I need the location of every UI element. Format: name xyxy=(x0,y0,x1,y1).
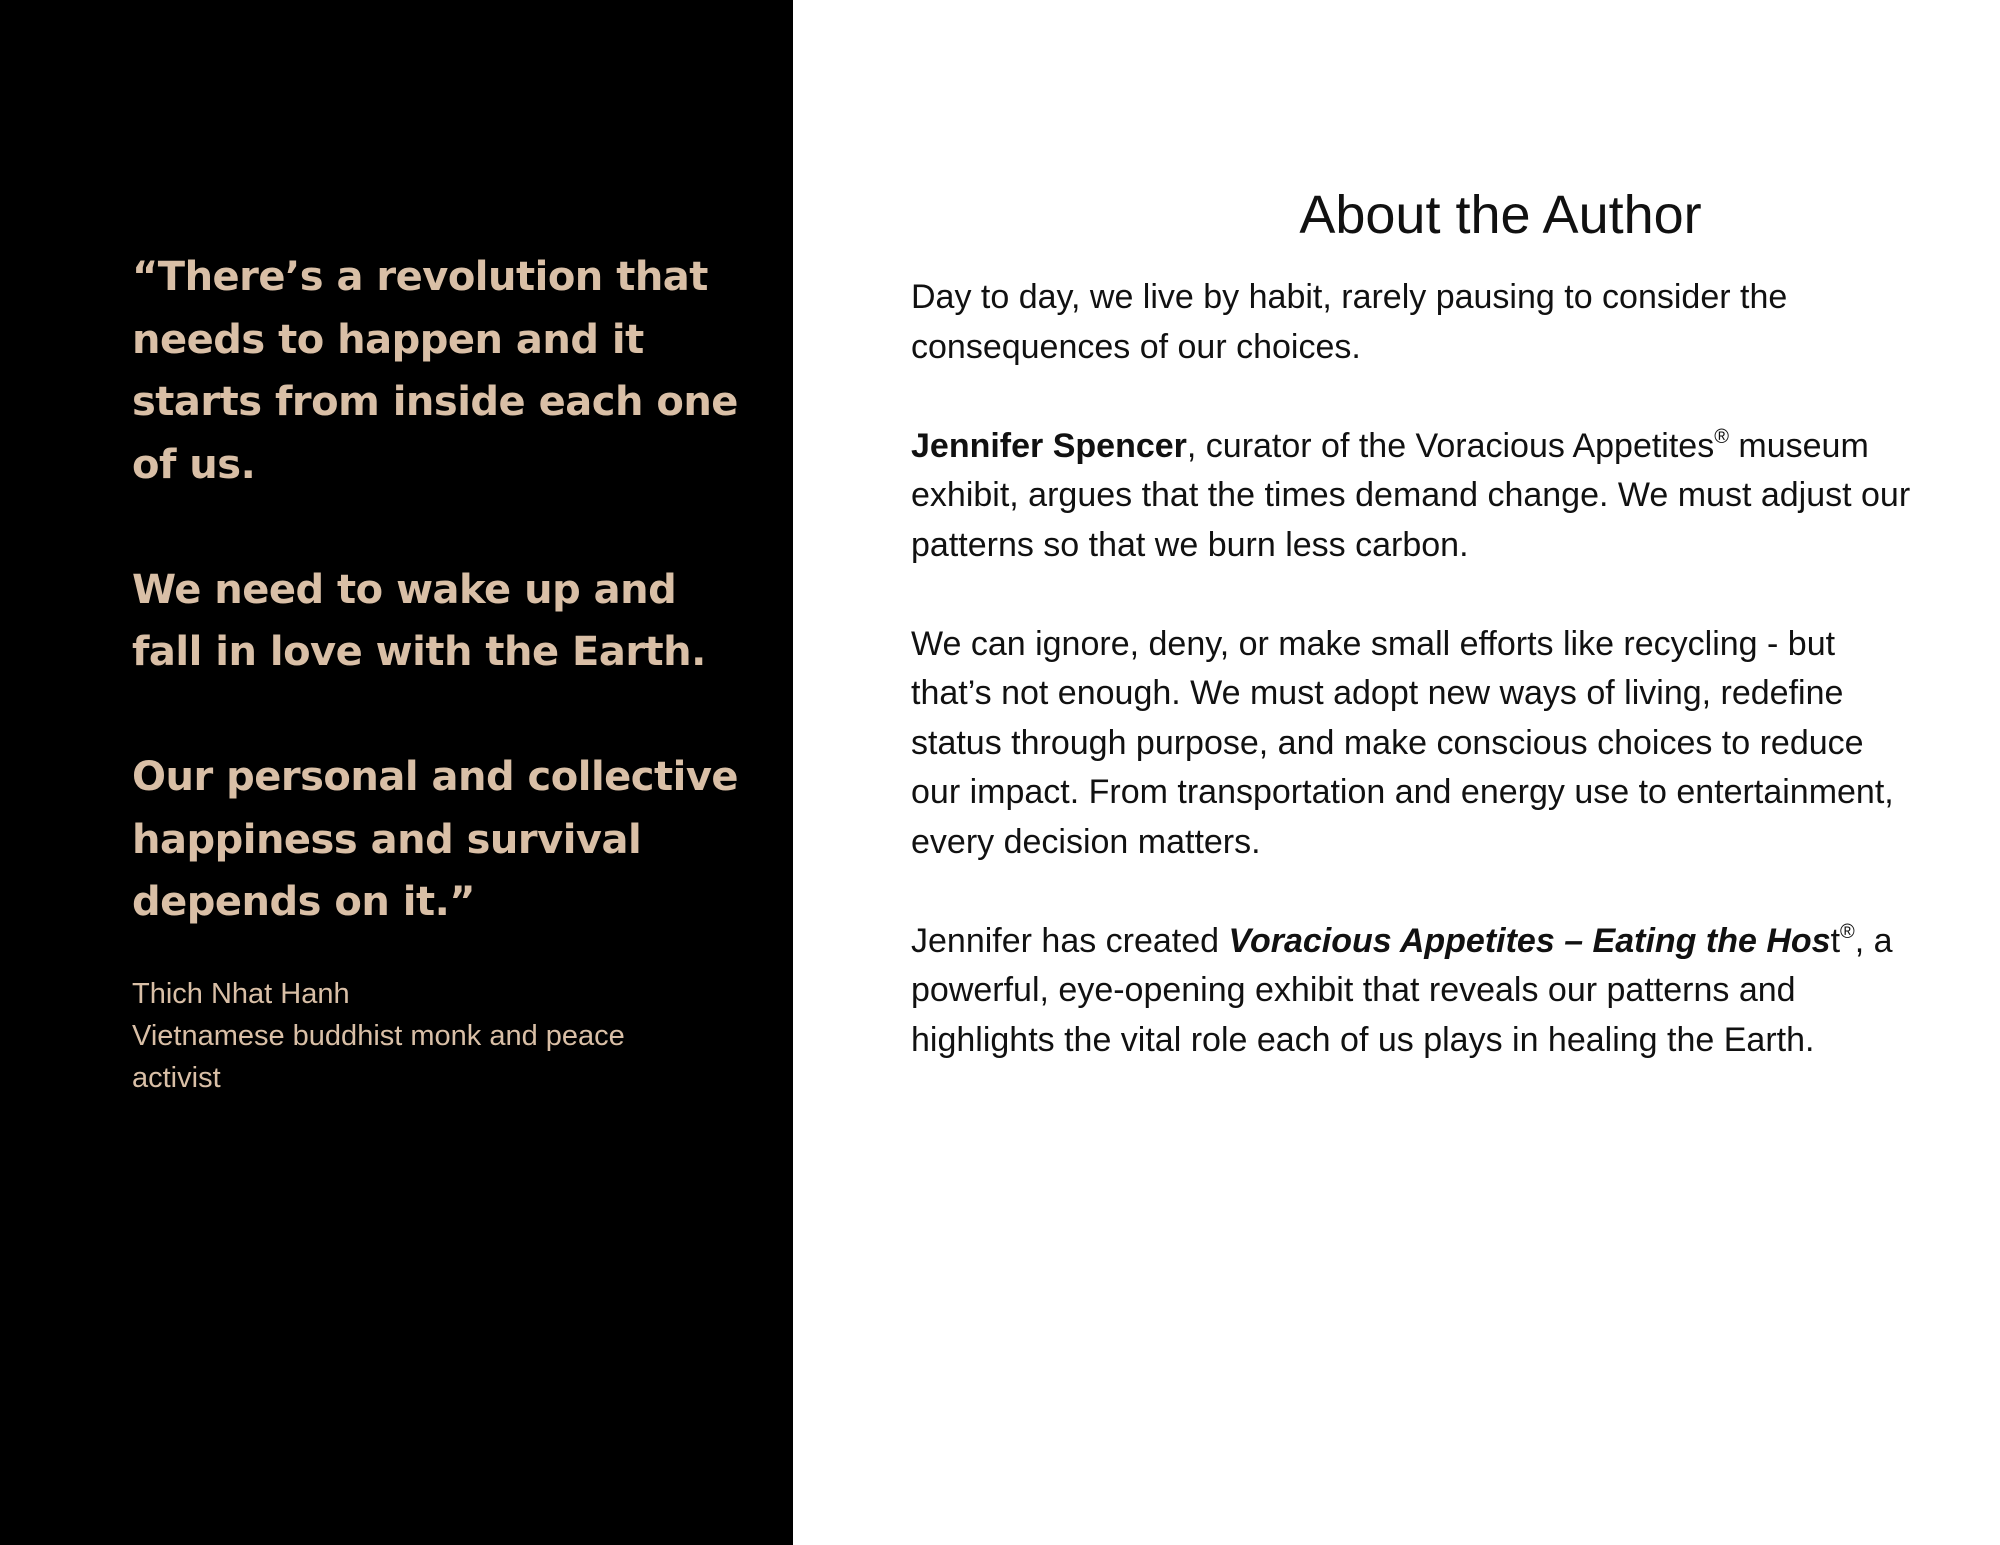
about-paragraph-4-intro: Jennifer has created xyxy=(911,921,1229,960)
quote-paragraph-1: “There’s a revolution that needs to happen and it starts from inside each one of us. xyxy=(132,254,738,488)
about-paragraph-2 xyxy=(911,422,1911,571)
about-paragraph-3: We can ignore, deny, or make small efforts like recycling - but that’s not enough. We must adopt new ways of living, redefine status through purpose, and make conscious choices to reduce our impact. From transportation and energy use to entertainment, every decision matters. xyxy=(911,624,1894,861)
about-paragraph-2-text-b: museum exhibit, argues that the times demand change. We must adjust our patterns so that we burn less carbon. xyxy=(911,426,1911,564)
quote-paragraph-3: Our personal and collective happiness and survival depends on it.” xyxy=(132,754,739,925)
author-name: Jennifer Spencer xyxy=(911,426,1187,465)
page-title: About the Author xyxy=(1299,185,1702,245)
about-paragraph-1: Day to day, we live by habit, rarely pausing to consider the consequences of our choices. xyxy=(911,278,1788,366)
registered-mark: ® xyxy=(1714,425,1729,448)
quote-author-name: Thich Nhat Hanh xyxy=(132,978,350,1010)
about-body xyxy=(911,273,1911,1065)
exhibit-title-end: t xyxy=(1830,921,1841,960)
registered-mark: ® xyxy=(1840,920,1855,943)
quote-paragraph-2: We need to wake up and fall in love with the Earth. xyxy=(132,566,706,675)
about-paragraph-4-text: , a powerful, eye-opening exhibit that reveals our patterns and highlights the vital role each of us plays in healing the Earth. xyxy=(911,921,1893,1059)
quote-attribution xyxy=(132,973,692,1099)
about-paragraph-2-text-a: , curator of the Voracious Appetites xyxy=(1186,426,1715,465)
quote-panel xyxy=(0,0,793,1545)
about-paragraph-4 xyxy=(911,917,1911,1066)
about-panel xyxy=(793,0,2000,1545)
quote-block xyxy=(132,246,752,934)
quote-author-description: Vietnamese buddhist monk and peace activist xyxy=(132,1020,625,1094)
exhibit-title: Voracious Appetites – Eating the Hos xyxy=(1228,921,1831,960)
